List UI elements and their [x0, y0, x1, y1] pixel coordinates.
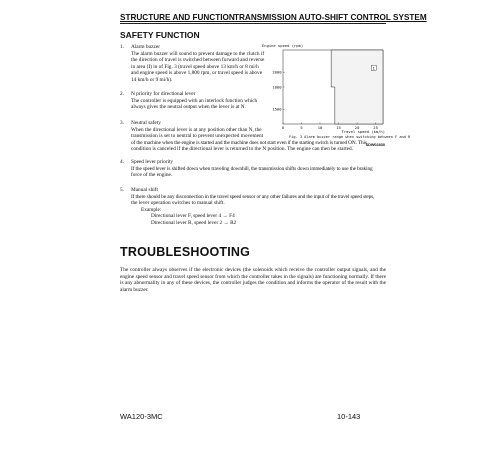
- item-line: transmission is set to neutral to prevent unexpected movement: [131, 133, 264, 140]
- item-body: [131, 187, 374, 227]
- item-title: Manual shift: [131, 187, 158, 193]
- troubleshooting-title: TROUBLESHOOTING: [120, 245, 251, 259]
- item-line: If there should be any disconnection in the travel speed sensor or any other failures and the input of the travel speed steps,: [131, 193, 375, 200]
- item-line: When the directional lever is at any position other than N, the: [131, 126, 262, 133]
- item-line: 14 km/h or 9 mi/h).: [131, 76, 173, 83]
- footer-page-number: 10-143: [337, 412, 361, 421]
- item-body: [131, 120, 263, 140]
- item-line: always gives the neutral output when the lever is at N.: [131, 104, 246, 111]
- example-line: Directional lever F, speed lever 4 → F4: [151, 213, 235, 220]
- x-tick-label: 25: [373, 125, 378, 130]
- item-line: condition is canceled if the directional lever is returned to the N position. The engine can then be started.: [131, 146, 354, 153]
- x-axis-label: Travel speed (km/h): [341, 129, 385, 134]
- item-number: 5.: [120, 187, 124, 193]
- example-title: Example:: [141, 206, 162, 213]
- plot-area: [272, 50, 383, 130]
- region-label: I: [372, 66, 375, 71]
- section-header-left: STRUCTURE AND FUNCTION: [120, 13, 235, 22]
- y-tick-label: 2000: [272, 69, 282, 75]
- figure-code: SDW02830: [365, 143, 385, 147]
- list-item-speed-lever-priority: [120, 159, 388, 181]
- header-rule: [120, 23, 386, 24]
- list-item-alarm-buzzer: [120, 44, 265, 86]
- item-line: If the speed lever is shifted down when traveling downhill, the transmission shifts down immediately to use the braking: [131, 165, 373, 172]
- footer-model: WA120-3MC: [120, 412, 163, 421]
- y-tick-label: 1500: [272, 106, 282, 112]
- y-axis-label: Engine speed (rpm): [262, 43, 304, 48]
- item-number: 3.: [120, 120, 124, 126]
- figure-3-chart: [261, 42, 411, 148]
- safety-function-title: SAFETY FUNCTION: [120, 30, 200, 40]
- item-body: [131, 44, 264, 84]
- item-number: 2.: [120, 91, 124, 97]
- item-line: in area (I) in of Fig. 3 (travel speed above 13 km/h or 8 mi/h: [131, 63, 259, 70]
- item-line: The controller is equipped with an interlock function which: [131, 97, 258, 104]
- y-tick-label: 1800: [272, 84, 282, 90]
- section-header-right: TRANSMISSION AUTO-SHIFT CONTROL SYSTEM: [234, 13, 427, 22]
- alarm-buzzer-range-chart: [261, 42, 411, 148]
- item-line: the lever operation switches to manual shift.: [131, 200, 225, 207]
- item-number: 4.: [120, 159, 124, 165]
- item-line: force of the engine.: [131, 172, 173, 179]
- x-tick-label: 20: [354, 125, 360, 130]
- item-title: Speed lever priority: [131, 159, 174, 165]
- item-number: 1.: [120, 44, 124, 50]
- region-i-area: [331, 50, 383, 124]
- item-line: of the machine when the engine is started and the machine does not start even if the starting switch is turned ON. This: [131, 139, 367, 146]
- item-line: The alarm buzzer will sound to prevent damage to the clutch if: [131, 50, 265, 57]
- item-line: and engine speed is above 1,800 rpm, or travel speed is above: [131, 70, 263, 77]
- x-tick-label: 10: [317, 125, 323, 130]
- x-tick-label: 5: [300, 125, 303, 130]
- troubleshooting-text: The controller always observes if the electronic devices (the solenoids which receive the controller output signals, and the engine speed sensor and travel speed sensor from which the controller takes in the signals) are functioning normally. If there is any abnormality in any of these devices, the controller judges the condition and informs the operator of the result with the alarm buzzer.: [120, 267, 386, 293]
- x-tick-label: 15: [336, 125, 341, 130]
- item-body: [131, 91, 257, 111]
- item-body: [131, 159, 373, 179]
- example-line: Directional lever R, speed lever 2 → R2: [151, 219, 237, 226]
- x-tick-label: 0: [281, 125, 285, 130]
- item-line: the direction of travel is switched between forward and reverse: [131, 57, 265, 64]
- list-item-manual-shift: [120, 187, 388, 232]
- caption-text: Fig. 3 Alarm buzzer range when switching between F and R: [289, 135, 411, 139]
- list-item-n-priority: [120, 91, 260, 113]
- figure-caption: [289, 135, 411, 139]
- item-title: Neutral safety: [131, 120, 161, 126]
- item-title: Alarm buzzer: [131, 44, 160, 50]
- item-title: N priority for directional lever: [131, 91, 196, 97]
